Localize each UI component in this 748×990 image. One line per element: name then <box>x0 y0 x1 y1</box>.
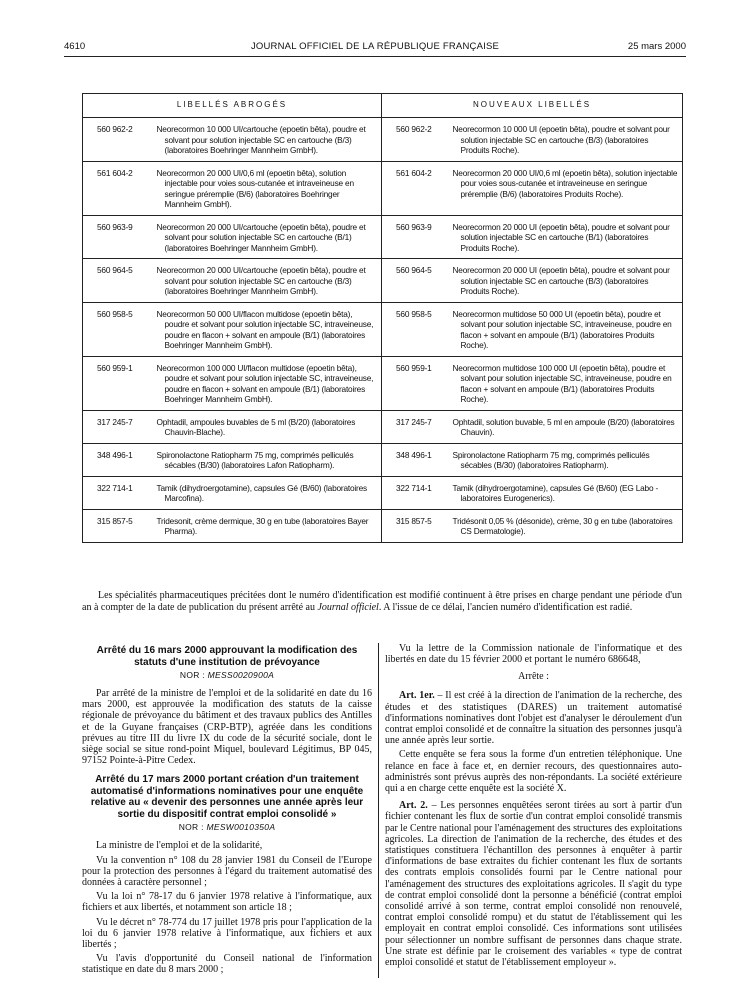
code-old: 317 245-7 <box>97 416 133 427</box>
code-old: 560 958-5 <box>97 308 133 319</box>
libelle-new-cell <box>450 118 683 162</box>
libelle-old-cell <box>154 509 382 542</box>
libelle-old-cell <box>154 161 382 215</box>
libelle-new: Spironolactone Ratiopharm 75 mg, comprimés pelliculés sécables (B/30) (laboratoires Ratiopharm). <box>452 449 650 470</box>
libelle-old-cell <box>154 118 382 162</box>
code-new: 560 959-1 <box>396 362 432 373</box>
libelle-new: Tridésonit 0,05 % (désonide), crème, 30 g en tube (laboratoires CS Dermatologie). <box>452 515 673 536</box>
code-new-cell <box>382 476 450 509</box>
code-new-cell <box>382 215 450 259</box>
article-1-paragraph-2: Cette enquête se fera sous la forme d'un entretien téléphonique. Une relance en face à face et, en dernier recours, des questionnaires auto-administrés sont prévus auprès des non-répondants. La société extérieure qui a en charge cette enquête est la société X. <box>385 749 682 795</box>
code-new-cell <box>382 356 450 410</box>
visa-cnil: Vu la lettre de la Commission nationale de l'informatique et des libertés en date du 15 février 2000 et portant le numéro 686648, <box>385 643 682 666</box>
arrete2-nor-label: NOR : <box>178 822 207 833</box>
table-row <box>83 118 683 162</box>
code-old-cell <box>83 118 154 162</box>
libelle-old-cell <box>154 443 382 476</box>
table-row <box>83 259 683 303</box>
page-header <box>64 41 686 55</box>
libelle-old-cell <box>154 410 382 443</box>
journal-title: JOURNAL OFFICIEL DE LA RÉPUBLIQUE FRANÇAISE <box>250 41 500 52</box>
libelle-new: Ophtadil, solution buvable, 5 ml en ampoule (B/20) (laboratoires Chauvin). <box>452 416 675 437</box>
col-header-abroges: LIBELLÉS ABROGÉS <box>83 94 382 118</box>
libelle-new: Neorecormon 20 000 UI/0,6 ml (epoetin bêta), solution injectable pour voies sous-cutanée et intraveineuse en seringue préremplie (B/6) (laboratoires Produits Roche). <box>452 167 678 199</box>
article-1 <box>385 690 682 746</box>
libelle-old: Neorecormon 100 000 UI/flacon multidose (epoetin bêta), poudre et solvant pour solution injectable SC, intraveineuse, poudre en flacon + solvant en ampoule (B/1) (laboratoires Boehringer Mannheim GmbH). <box>156 362 374 404</box>
libelle-old: Neorecormon 10 000 UI/cartouche (epoetin bêta), poudre et solvant pour solution injectable SC en cartouche (B/3) (laboratoires Boehringer Mannheim GmbH). <box>156 124 366 155</box>
visa-paragraph: Vu l'avis d'opportunité du Conseil national de l'information statistique en date du 8 mars 2000 ; <box>82 953 372 976</box>
article-1-text: – Il est créé à la direction de l'animation de la recherche, des études et des statistiques (DARES) un traitement automatisé d'informations nominatives dont l'objet est d'analyser le déroulement d'un contrat emploi consolidé et de connaître la situation des personnes jusqu'à une année après leur sortie. <box>385 690 683 747</box>
code-old-cell <box>83 215 154 259</box>
column-separator <box>378 643 379 978</box>
note-journal: Journal officiel <box>317 601 379 613</box>
libelle-old: Ophtadil, ampoules buvables de 5 ml (B/20) (laboratoires Chauvin-Blache). <box>156 416 356 437</box>
libelle-new: Neorecormon multidose 100 000 UI (epoetin bêta), poudre et solvant pour solution injectable SC, intraveineuse, poudre en flacon + solvant en ampoule (B/1) (laboratoires Produits Roche). <box>452 362 672 404</box>
libelle-new-cell <box>450 443 683 476</box>
libelle-new: Neorecormon 20 000 UI (epoetin bêta), poudre et solvant pour solution injectable SC en cartouche (B/3) (laboratoires Produits Roche). <box>452 265 670 296</box>
code-old-cell <box>83 443 154 476</box>
page-number: 4610 <box>64 41 86 52</box>
code-new: 322 714-1 <box>396 482 432 493</box>
note-before: Les spécialités pharmaceutiques précitées dont le numéro d'identification est modifié continuent à être prises en charge pendant une période d'un an à compter de la date de publication du présent arrêté au <box>82 590 682 613</box>
code-old: 560 962-2 <box>97 124 133 134</box>
arrete1-nor-label: NOR : <box>179 670 208 680</box>
libelle-old: Tamik (dihydroergotamine), capsules Gé (B/60) (laboratoires Marcofina). <box>156 482 367 503</box>
code-new-cell <box>382 410 450 443</box>
code-new: 560 964-5 <box>396 265 432 275</box>
code-old-cell <box>83 476 154 509</box>
libelle-new-cell <box>450 259 683 303</box>
table-row <box>83 161 683 215</box>
left-column <box>82 645 372 979</box>
table-row <box>83 302 683 356</box>
libelle-new-cell <box>450 410 683 443</box>
code-new-cell <box>382 161 450 215</box>
table-row <box>83 443 683 476</box>
code-new: 560 962-2 <box>396 124 432 134</box>
code-new-cell <box>382 443 450 476</box>
code-old-cell <box>83 161 154 215</box>
arrete1-title: Arrêté du 16 mars 2000 approuvant la modification des statuts d'une institution de prévoyance <box>96 645 358 668</box>
code-old: 560 963-9 <box>97 221 133 232</box>
table-row <box>83 410 683 443</box>
visa-paragraph: Vu le décret n° 78-774 du 17 juillet 1978 pris pour l'application de la loi du 6 janvier 1978 relative à l'informatique, aux fichiers et aux libertés ; <box>82 916 372 951</box>
libelle-old-cell <box>154 356 382 410</box>
libelle-old: Neorecormon 20 000 UI/cartouche (epoetin bêta), poudre et solvant pour solution injectable SC en cartouche (B/1) (laboratoires Boehringer Mannheim GmbH). <box>156 221 366 253</box>
code-old: 348 496-1 <box>97 449 133 460</box>
code-new: 560 958-5 <box>396 308 432 319</box>
libelle-new-cell <box>450 476 683 509</box>
code-new: 560 963-9 <box>396 221 432 232</box>
libelle-new: Neorecormon 10 000 UI (epoetin bêta), poudre et solvant pour solution injectable SC en cartouche (B/3) (laboratoires Produits Roche). <box>452 124 670 155</box>
article-2-text: – Les personnes enquêtées seront tirées au sort à partir d'un fichier contenant les flux de sortie d'un contrat emploi consolidé transmis par le Centre national pour l'aménagement des structures des exploitations agricoles. La direction de l'animation de la recherche, des études et des statistiques constituera l'échantillon des personnes à enquêter à partir d'informations de base extraites du fichier contenant les flux de sortants des contrats emplois consolidés fourni par le Centre national pour l'aménagement des structures des exploitations agricoles. Il s'agit du type de contrat emploi consolidé dont la personne a bénéficié (contrat emploi consolidé arrivé à son terme, contrat emploi consolidé non renouvelé, contrat emploi consolidé rompu) et du statut de l'établissement qui les employait en contrat emploi consolidé. Ces informations sont utilisées pour sélectionner un nombre suffisant de personnes dans chaque strate. Une strate est définie par le croisement des variables « type de contrat emploi consolidé et statut de l'établissement employeur ». <box>385 800 683 969</box>
code-old-cell <box>83 259 154 303</box>
header-rule <box>64 56 686 57</box>
arrete-label: Arrête : <box>518 671 549 683</box>
code-new-cell <box>382 302 450 356</box>
libelle-old: Tridesonit, crème dermique, 30 g en tube (laboratoires Bayer Pharma). <box>156 515 369 536</box>
code-new-cell <box>382 259 450 303</box>
article-1-label: Art. 1er. <box>399 690 435 702</box>
code-old: 560 959-1 <box>97 362 133 373</box>
col-header-nouveaux: NOUVEAUX LIBELLÉS <box>382 94 683 118</box>
code-new-cell <box>382 118 450 162</box>
arrete1-nor <box>82 670 372 680</box>
libelle-new-cell <box>450 356 683 410</box>
arrete1-nor-code: MESS0020900A <box>207 670 275 680</box>
table-body <box>83 118 683 543</box>
note-after: . A l'issue de ce délai, l'ancien numéro d'identification est radié. <box>378 601 633 613</box>
code-old: 322 714-1 <box>97 482 133 493</box>
code-old: 561 604-2 <box>97 167 133 178</box>
libelle-old: Neorecormon 50 000 UI/flacon multidose (epoetin bêta), poudre et solvant pour solution injectable SC, intraveineuse, poudre en flacon + solvant en ampoule (B/1) (laboratoires Boehringer Mannheim GmbH). <box>156 308 374 350</box>
libelle-old: Spironolactone Ratiopharm 75 mg, comprimés pelliculés sécables (B/30) (laboratoires Lafon Ratiopharm). <box>156 449 354 470</box>
labels-table <box>82 93 683 543</box>
table-row <box>83 476 683 509</box>
code-old-cell <box>83 302 154 356</box>
code-old-cell <box>83 509 154 542</box>
visa-paragraph: La ministre de l'emploi et de la solidarité, <box>96 840 263 852</box>
article-2-label: Art. 2. <box>399 800 428 812</box>
code-new: 315 857-5 <box>396 515 432 526</box>
issue-date: 25 mars 2000 <box>627 41 686 52</box>
code-old-cell <box>83 410 154 443</box>
article-2 <box>385 800 682 968</box>
table-note <box>82 590 682 613</box>
code-old-cell <box>83 356 154 410</box>
table-row <box>83 215 683 259</box>
libelle-old-cell <box>154 215 382 259</box>
libelle-new: Neorecormon multidose 50 000 UI (epoetin bêta), poudre et solvant pour solution injectable SC, intraveineuse, poudre en flacon + solvant en ampoule (B/1) (laboratoires Produits Roche). <box>452 308 672 350</box>
arrete2-nor <box>82 822 372 832</box>
libelle-new-cell <box>450 302 683 356</box>
table-row <box>83 509 683 542</box>
code-old: 560 964-5 <box>97 265 133 275</box>
libelle-new-cell <box>450 161 683 215</box>
libelle-old-cell <box>154 476 382 509</box>
libelle-old: Neorecormon 20 000 UI/0,6 ml (epoetin bêta), solution injectable pour voies sous-cutanée et intraveineuse en seringue préremplie (B/6) (laboratoires Boehringer Mannheim GmbH). <box>156 167 354 209</box>
libelle-new: Neorecormon 20 000 UI (epoetin bêta), poudre et solvant pour solution injectable SC en cartouche (B/1) (laboratoires Produits Roche). <box>452 221 670 253</box>
arrete2-nor-code: MESW0010350A <box>206 822 276 833</box>
libelle-new-cell <box>450 215 683 259</box>
table-header-row <box>83 94 683 118</box>
libelle-new: Tamik (dihydroergotamine), capsules Gé (B/60) (EG Labo - laboratoires Eurogenerics). <box>452 482 659 503</box>
right-column <box>385 643 682 971</box>
visa-paragraph: Vu la loi n° 78-17 du 6 janvier 1978 relative à l'informatique, aux fichiers et aux libertés, et notamment son article 18 ; <box>82 891 372 914</box>
visa-paragraph: Vu la convention n° 108 du 28 janvier 1981 du Conseil de l'Europe pour la protection des personnes à l'égard du traitement automatisé des données à caractère personnel ; <box>82 854 372 889</box>
code-new: 317 245-7 <box>396 416 432 427</box>
arrete1-body: Par arrêté de la ministre de l'emploi et de la solidarité en date du 16 mars 2000, est approuvée la modification des statuts de la caisse régionale de prévoyance du bâtiment et des travaux publics des Antilles et de la Guyane françaises (CRP-BTP), agréée dans les conditions prévues au titre III du livre IX du code de la sécurité sociale, dont le siège social se situe rond-point Miquel, boulevard Légitimus, BP 045, 97152 Pointe-à-Pitre Cedex. <box>82 688 372 767</box>
libelle-old: Neorecormon 20 000 UI/cartouche (epoetin bêta), poudre et solvant pour solution injectable SC en cartouche (B/3) (laboratoires Boehringer Mannheim GmbH). <box>156 265 366 296</box>
libelle-old-cell <box>154 259 382 303</box>
arrete2-title: Arrêté du 17 mars 2000 portant création d'un traitement automatisé d'informations nominatives pour une enquête relative au « devenir des personnes une année après leur sortie du dispositif contrat emploi consolidé » <box>90 774 364 820</box>
code-new: 561 604-2 <box>396 167 432 178</box>
libelle-old-cell <box>154 302 382 356</box>
code-old: 315 857-5 <box>97 515 133 526</box>
libelle-new-cell <box>450 509 683 542</box>
code-new-cell <box>382 509 450 542</box>
code-new: 348 496-1 <box>396 449 432 460</box>
table-row <box>83 356 683 410</box>
